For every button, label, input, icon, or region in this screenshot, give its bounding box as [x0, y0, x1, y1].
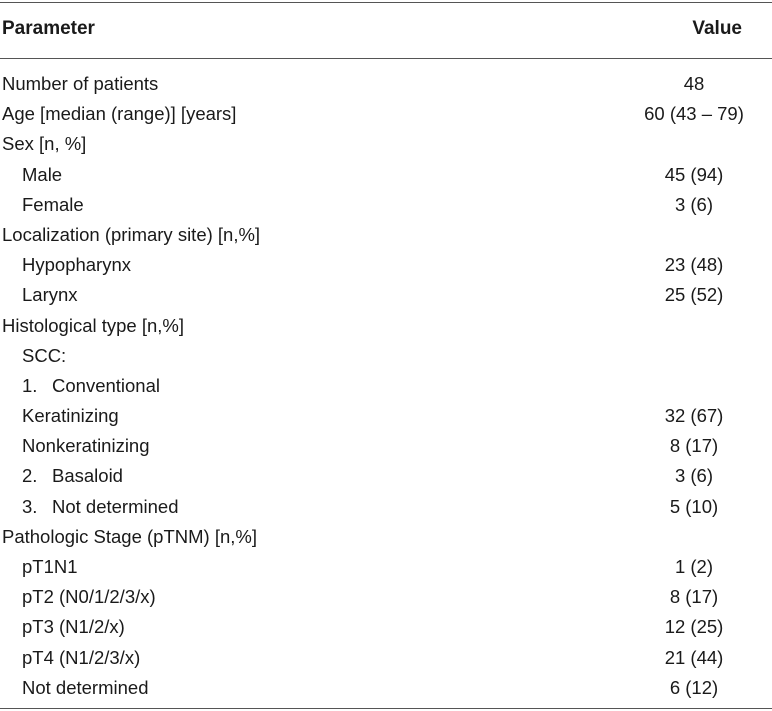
table-row: [0, 673, 772, 703]
table-bottom-rule: [0, 708, 772, 709]
row-parameter: Pathologic Stage (pTNM) [n,%]: [2, 525, 257, 547]
row-parameter: Number of patients: [2, 73, 159, 94]
row-parameter: Hypopharynx: [22, 254, 132, 276]
row-value: 1 (2): [674, 556, 714, 577]
table-row: [0, 582, 772, 612]
row-parameter: pT2 (N0/1/2/3/x): [22, 586, 156, 608]
row-parameter: Sex [n, %]: [2, 133, 87, 155]
table-row: [0, 371, 772, 401]
row-list-number: 1.: [22, 374, 38, 396]
row-value: 60 (43 – 79): [644, 103, 744, 125]
row-value: 6 (12): [669, 676, 719, 698]
row-parameter: [22, 371, 160, 401]
table-row: [0, 612, 772, 642]
row-parameter: Nonkeratinizing: [22, 435, 150, 457]
table-row: [0, 129, 772, 159]
row-value: 3 (6): [674, 193, 714, 215]
table-row: [0, 341, 772, 371]
table-row: [0, 522, 772, 552]
row-parameter-text: Conventional: [52, 374, 160, 396]
row-value: 5 (10): [669, 495, 719, 517]
row-parameter: pT1N1: [22, 556, 78, 577]
table-row: [0, 431, 772, 461]
table-row: [0, 220, 772, 250]
row-parameter-text: Basaloid: [52, 465, 123, 487]
table-row: [0, 401, 772, 431]
row-parameter-text: Not determined: [52, 495, 179, 517]
table-row: [0, 492, 772, 522]
table-row: [0, 461, 772, 491]
row-parameter: [22, 492, 178, 522]
header-value: Value: [692, 18, 742, 39]
table-row: [0, 552, 772, 582]
row-value: 32 (67): [664, 405, 724, 427]
row-value: 8 (17): [669, 435, 719, 457]
row-value: 12 (25): [664, 616, 724, 638]
table-row: [0, 311, 772, 341]
table-top-rule: [0, 2, 772, 3]
row-parameter: Male: [22, 163, 63, 185]
table-header-row: [0, 14, 772, 44]
row-list-number: 2.: [22, 465, 38, 487]
table-body: [0, 69, 772, 703]
row-value: 3 (6): [674, 465, 714, 487]
table-row: [0, 280, 772, 310]
row-value: 21 (44): [664, 646, 724, 668]
row-parameter: [22, 461, 123, 491]
row-parameter: pT3 (N1/2/x): [22, 616, 125, 638]
table-row: [0, 190, 772, 220]
row-parameter: SCC:: [22, 344, 67, 366]
row-value: 45 (94): [664, 163, 724, 185]
table-row: [0, 69, 772, 99]
row-parameter: Larynx: [22, 284, 78, 306]
table-header-rule: [0, 58, 772, 59]
row-parameter: Female: [22, 193, 84, 215]
table-row: [0, 643, 772, 673]
table-row: [0, 250, 772, 280]
table-row: [0, 160, 772, 190]
row-parameter: Age [median (range)] [years]: [2, 103, 237, 125]
row-parameter: Histological type [n,%]: [2, 314, 185, 336]
row-parameter: pT4 (N1/2/3/x): [22, 646, 141, 668]
row-parameter: Localization (primary site) [n,%]: [2, 223, 261, 245]
row-parameter: Keratinizing: [22, 405, 119, 427]
table-row: [0, 99, 772, 129]
row-value: 23 (48): [664, 254, 724, 276]
row-value: 48: [683, 73, 705, 94]
row-parameter: Not determined: [22, 676, 149, 698]
header-parameter: Parameter: [2, 18, 95, 39]
row-value: 25 (52): [664, 284, 724, 306]
row-list-number: 3.: [22, 495, 38, 517]
row-value: 8 (17): [669, 586, 719, 608]
